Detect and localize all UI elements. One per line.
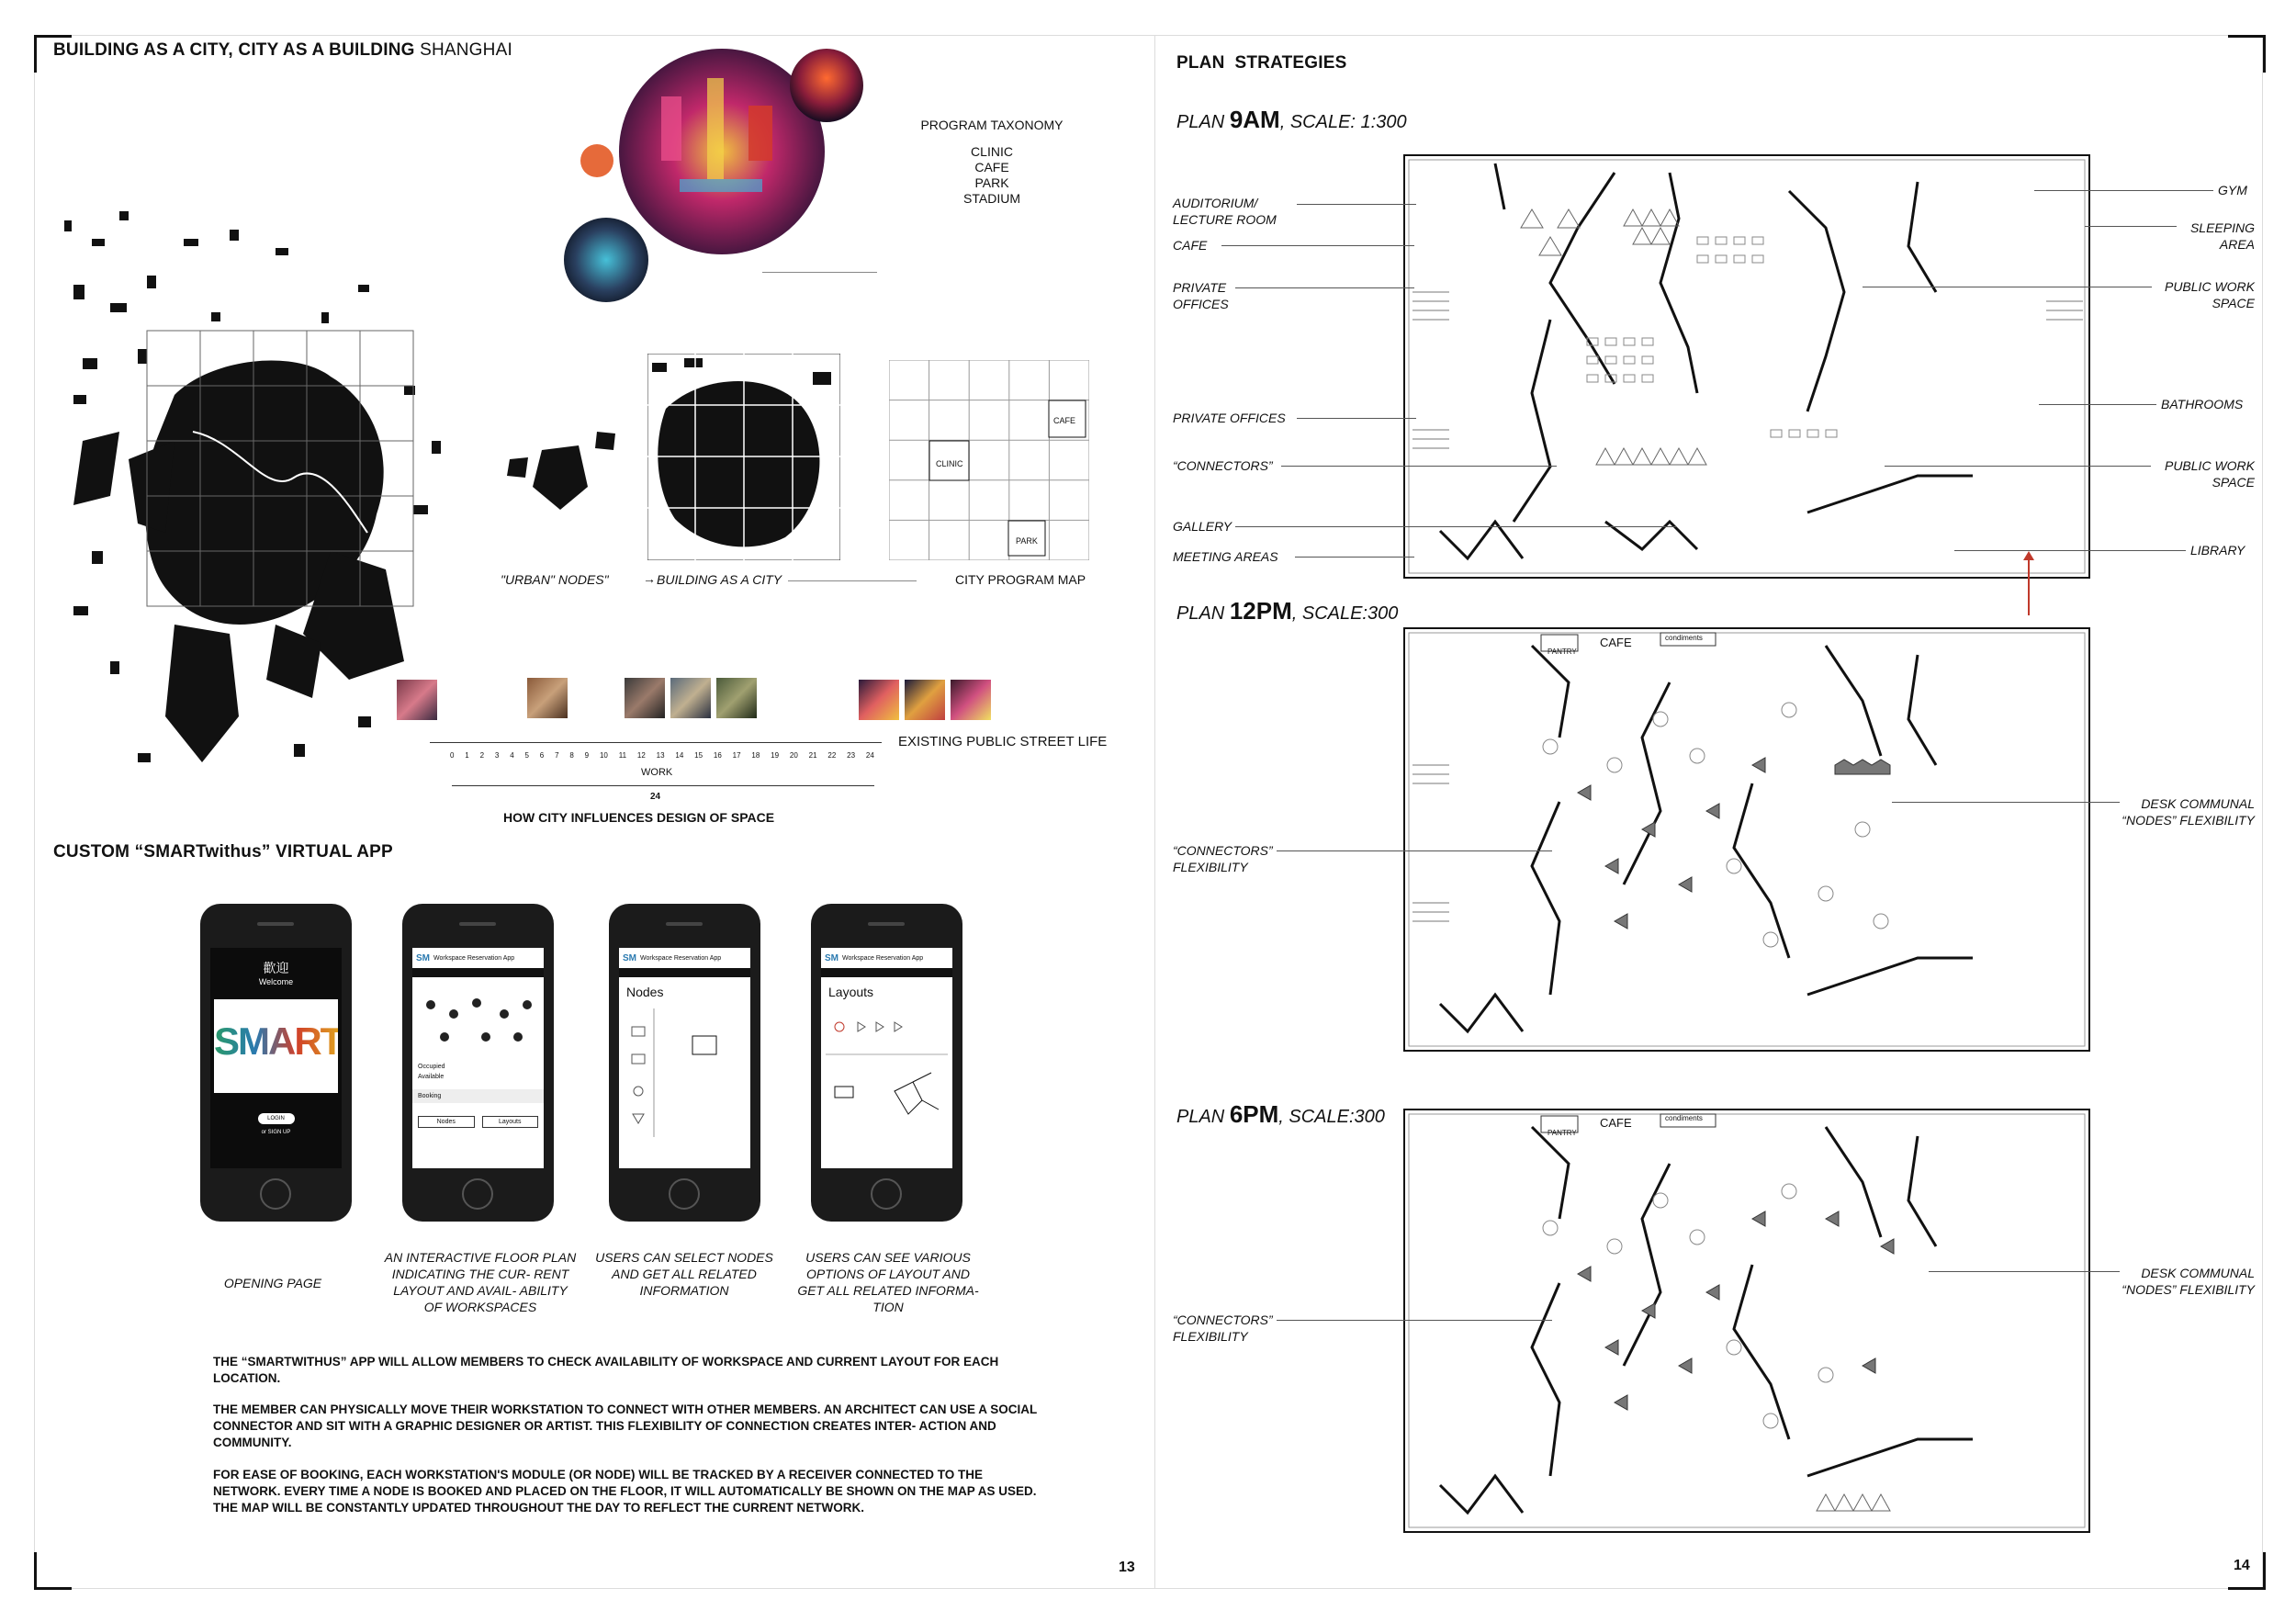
welcome-chinese: 歡迎 xyxy=(263,961,289,975)
leader-line xyxy=(1235,526,1676,527)
title-light: SHANGHAI xyxy=(420,40,512,60)
app-button-row xyxy=(412,1103,544,1128)
speaker xyxy=(257,922,294,926)
speaker xyxy=(666,922,703,926)
login-button[interactable]: LOGIN xyxy=(258,1113,295,1124)
tick-label: 0 xyxy=(450,751,455,760)
timeline-caption: HOW CITY INFLUENCES DESIGN OF SPACE xyxy=(503,810,775,825)
callout-private-offices-2: PRIVATE OFFICES xyxy=(1173,411,1286,425)
app-header-title: Workspace Reservation App xyxy=(433,954,515,962)
timeline-hours-label: 24 xyxy=(650,792,661,802)
corner-mark-tr xyxy=(2228,35,2266,73)
callout-public-work-space: PUBLIC WORK SPACE xyxy=(2164,279,2255,310)
smart-logo: SMART xyxy=(214,999,338,1064)
callout-private-offices: PRIVATE OFFICES xyxy=(1173,280,1229,311)
tick-label: 12 xyxy=(636,751,646,760)
tick-label: 21 xyxy=(808,751,817,760)
caption-layouts: USERS CAN SEE VARIOUS OPTIONS OF LAYOUT AND GET ALL RELATED INFORMA- TION xyxy=(797,1250,979,1314)
callout-desk-communal: DESK COMMUNAL “NODES” FLEXIBILITY xyxy=(2122,1266,2255,1297)
home-button[interactable] xyxy=(260,1178,291,1210)
tick-label: 14 xyxy=(675,751,684,760)
speaker xyxy=(868,922,905,926)
flow-label-program-map: CITY PROGRAM MAP xyxy=(955,572,1086,587)
corner-mark-bl xyxy=(34,1552,72,1590)
plan-prefix: PLAN xyxy=(1176,603,1230,624)
page-number-left: 13 xyxy=(1119,1560,1135,1575)
mini-floor-plan xyxy=(412,986,544,1060)
tick-label: 6 xyxy=(539,751,545,760)
floor-plan-9am xyxy=(1403,154,2090,579)
street-photo xyxy=(859,680,899,720)
left-page-title xyxy=(53,40,512,61)
taxonomy-item: CAFE xyxy=(974,160,1009,175)
leader-line xyxy=(1885,466,2151,467)
phone-floor-plan xyxy=(402,904,554,1222)
shanghai-figure-ground-map xyxy=(55,202,514,790)
leader-line xyxy=(1297,418,1416,419)
tick-label: 1 xyxy=(465,751,469,760)
timeline-span xyxy=(452,785,874,786)
tick-label: 13 xyxy=(656,751,665,760)
callout-gallery: GALLERY xyxy=(1173,519,1232,534)
nodes-diagram xyxy=(619,999,750,1137)
tick-label: 18 xyxy=(751,751,760,760)
callout-auditorium: AUDITORIUM/ LECTURE ROOM xyxy=(1173,196,1277,227)
tick-label: 4 xyxy=(510,751,514,760)
speaker xyxy=(459,922,496,926)
leader-line xyxy=(2034,190,2213,191)
callout-connectors-flexibility: “CONNECTORS” FLEXIBILITY xyxy=(1173,1312,1273,1344)
pantry-tag: PANTRY xyxy=(1548,648,1577,656)
flow-label-building-city: BUILDING AS A CITY xyxy=(657,572,782,587)
city-program-grid xyxy=(889,360,1089,560)
tick-label: 20 xyxy=(789,751,798,760)
smart-logo-panel xyxy=(214,999,342,1093)
timeline-work-label: WORK xyxy=(641,767,673,778)
callout-sleeping-area: SLEEPING AREA xyxy=(2189,220,2255,252)
tick-label: 8 xyxy=(569,751,574,760)
callout-meeting-areas: MEETING AREAS xyxy=(1173,549,1278,564)
callout-library: LIBRARY xyxy=(2190,543,2245,558)
caption-opening-page: OPENING PAGE xyxy=(223,1276,322,1290)
taxonomy-item: PARK xyxy=(974,175,1009,190)
tick-label: 16 xyxy=(713,751,722,760)
plan-time: 12PM xyxy=(1229,597,1292,625)
app-heading: CUSTOM “SMARTwithus” VIRTUAL APP xyxy=(53,842,393,862)
paragraph-booking: FOR EASE OF BOOKING, EACH WORKSTATION'S MODULE (OR NODE) WILL BE TRACKED BY A RECEIVER CONNECTED TO THE NETWORK. EVERY TIME A NODE IS BOOKED AND PLACED ON THE FLOOR, IT WILL AUTOMATICALLY BE SHOWN ON THE MAP AS USED. THE MAP WILL BE CONSTANTLY UPDATED THROUGHOUT THE DAY TO REFLECT THE CURRENT NETWORK. xyxy=(213,1468,1037,1515)
callout-connectors: “CONNECTORS” xyxy=(1173,458,1273,473)
photo-circle-small-bottom xyxy=(564,218,648,302)
timeline-axis xyxy=(430,742,882,743)
callout-desk-communal: DESK COMMUNAL “NODES” FLEXIBILITY xyxy=(2122,796,2255,828)
app-nav-bar xyxy=(412,968,544,977)
paragraph-connection: THE MEMBER CAN PHYSICALLY MOVE THEIR WORKSTATION TO CONNECT WITH OTHER MEMBERS. AN ARCHITECT CAN USE A SOCIAL CONNECTOR AND SIT WITH A GRAPHIC DESIGNER OR ARTIST. THIS FLEXIBILITY OF CONNECTION CREATES INTER- ACTION AND COMMUNITY. xyxy=(213,1402,1038,1449)
leader-line xyxy=(2039,404,2156,405)
welcome-text: Welcome xyxy=(258,977,294,986)
tick-label: 9 xyxy=(584,751,590,760)
tick-label: 17 xyxy=(732,751,741,760)
occupied-label: Occupied xyxy=(418,1064,445,1070)
flow-arrow-1: → xyxy=(643,571,656,586)
callout-cafe: CAFE xyxy=(1173,238,1208,253)
nodes-title: Nodes xyxy=(626,985,664,999)
callout-public-work-space-2: PUBLIC WORK SPACE xyxy=(2164,458,2255,490)
leader-line xyxy=(1892,802,2120,803)
taxonomy-arrow xyxy=(762,272,877,273)
leader-line xyxy=(1297,204,1416,205)
app-nav-bar xyxy=(619,968,750,977)
layouts-button[interactable]: Layouts xyxy=(482,1116,539,1128)
phone-screen xyxy=(210,948,342,1168)
leader-line xyxy=(1929,1271,2120,1272)
timeline-ticks xyxy=(450,751,874,760)
plan-title-9am xyxy=(1176,106,1407,134)
leader-line xyxy=(1277,850,1552,851)
app-nav-bar xyxy=(821,968,952,977)
leader-line xyxy=(1954,550,2186,551)
booking-row xyxy=(412,1089,544,1103)
app-header xyxy=(821,948,952,968)
available-label: Available xyxy=(418,1074,445,1080)
app-header xyxy=(619,948,750,968)
plan-time: 6PM xyxy=(1229,1100,1279,1128)
home-button[interactable] xyxy=(669,1178,700,1210)
signup-link[interactable]: or SIGN UP xyxy=(261,1130,291,1135)
nodes-button[interactable]: Nodes xyxy=(418,1116,475,1128)
right-page-title: PLAN STRATEGIES xyxy=(1176,53,1347,73)
floor-plan-6pm xyxy=(1403,1109,2090,1533)
tick-label: 15 xyxy=(694,751,703,760)
plan-title-12pm xyxy=(1176,597,1398,625)
tick-label: 11 xyxy=(618,751,627,760)
plan-prefix: PLAN xyxy=(1176,112,1230,132)
plan-title-6pm xyxy=(1176,1100,1385,1129)
plan-prefix: PLAN xyxy=(1176,1107,1230,1127)
urban-node-fragments xyxy=(505,422,643,524)
phone-opening-page xyxy=(200,904,352,1222)
leader-line xyxy=(2085,226,2177,227)
tick-label: 23 xyxy=(847,751,856,760)
building-as-city-map xyxy=(647,354,840,560)
grid-label-park: PARK xyxy=(1016,536,1038,546)
street-photo xyxy=(670,678,711,718)
home-button[interactable] xyxy=(462,1178,493,1210)
plan-scale: , SCALE:300 xyxy=(1291,603,1399,624)
phone-screen xyxy=(821,948,952,1168)
tick-label: 10 xyxy=(599,751,608,760)
flow-label-urban-nodes: "URBAN" NODES" xyxy=(501,572,609,587)
street-photo xyxy=(625,678,665,718)
cafe-tag: CAFE xyxy=(1600,636,1632,649)
street-photo xyxy=(905,680,945,720)
street-photo xyxy=(951,680,991,720)
neon-photo-collage xyxy=(560,41,872,317)
street-photo xyxy=(527,678,568,718)
tick-label: 24 xyxy=(865,751,874,760)
photo-circle-small-top xyxy=(790,49,863,122)
grid-label-clinic: CLINIC xyxy=(936,459,963,468)
layouts-diagram xyxy=(821,999,952,1137)
callout-gym: GYM xyxy=(2218,183,2247,197)
taxonomy-item: STADIUM xyxy=(963,191,1020,206)
smart-mini-logo: SM xyxy=(825,952,838,963)
photo-circle-small-left xyxy=(580,144,613,177)
leader-line xyxy=(1277,1320,1552,1321)
taxonomy-item: CLINIC xyxy=(971,144,1013,159)
caption-nodes: USERS CAN SELECT NODES AND GET ALL RELATED INFORMATION xyxy=(595,1250,773,1298)
grid-label-cafe: CAFE xyxy=(1053,416,1076,425)
home-button[interactable] xyxy=(871,1178,902,1210)
layouts-title: Layouts xyxy=(828,985,874,999)
phone-layouts xyxy=(811,904,962,1222)
tick-label: 7 xyxy=(555,751,559,760)
phone-nodes xyxy=(609,904,760,1222)
callout-bathrooms: BATHROOMS xyxy=(2161,397,2244,411)
flow-line xyxy=(788,580,917,581)
plan-time: 9AM xyxy=(1229,106,1280,133)
app-header-title: Workspace Reservation App xyxy=(842,954,924,962)
booking-label: Booking xyxy=(418,1093,442,1099)
condiments-tag: condiments xyxy=(1665,1114,1703,1122)
plan-scale: , SCALE:300 xyxy=(1278,1107,1385,1127)
street-life-label: EXISTING PUBLIC STREET LIFE xyxy=(898,734,1108,749)
availability-table xyxy=(412,1060,544,1084)
paragraph-app-intro: THE “SMARTWITHUS” APP WILL ALLOW MEMBERS TO CHECK AVAILABILITY OF WORKSPACE AND CURRENT LAYOUT FOR EACH LOCATION. xyxy=(213,1355,999,1385)
page-number-right: 14 xyxy=(2234,1558,2250,1573)
library-arrow xyxy=(2022,551,2035,615)
condiments-tag: condiments xyxy=(1665,634,1703,642)
pantry-tag: PANTRY xyxy=(1548,1129,1577,1137)
callout-connectors-flexibility: “CONNECTORS” FLEXIBILITY xyxy=(1173,843,1273,874)
tick-label: 22 xyxy=(827,751,837,760)
phone-screen xyxy=(412,948,544,1168)
title-bold: BUILDING AS A CITY, CITY AS A BUILDING xyxy=(53,40,415,60)
leader-line xyxy=(1221,245,1414,246)
tick-label: 19 xyxy=(771,751,780,760)
program-taxonomy xyxy=(900,118,1084,207)
cafe-tag: CAFE xyxy=(1600,1116,1632,1130)
phone-screen xyxy=(619,948,750,1168)
leader-line xyxy=(1235,287,1414,288)
tick-label: 3 xyxy=(494,751,500,760)
plan-scale: , SCALE: 1:300 xyxy=(1279,112,1407,132)
street-photo xyxy=(397,680,437,720)
caption-floor-plan: AN INTERACTIVE FLOOR PLAN INDICATING THE CUR- RENT LAYOUT AND AVAIL- ABILITY OF WORKSPACES xyxy=(384,1250,577,1314)
street-photo xyxy=(716,678,757,718)
smart-mini-logo: SM xyxy=(416,952,430,963)
app-header xyxy=(412,948,544,968)
leader-line xyxy=(1295,557,1414,558)
tick-label: 5 xyxy=(524,751,529,760)
leader-line xyxy=(1281,466,1557,467)
app-header-title: Workspace Reservation App xyxy=(640,954,722,962)
tick-label: 2 xyxy=(479,751,485,760)
taxonomy-heading: PROGRAM TAXONOMY xyxy=(920,118,1064,132)
smart-mini-logo: SM xyxy=(623,952,636,963)
floor-plan-12pm xyxy=(1403,627,2090,1052)
